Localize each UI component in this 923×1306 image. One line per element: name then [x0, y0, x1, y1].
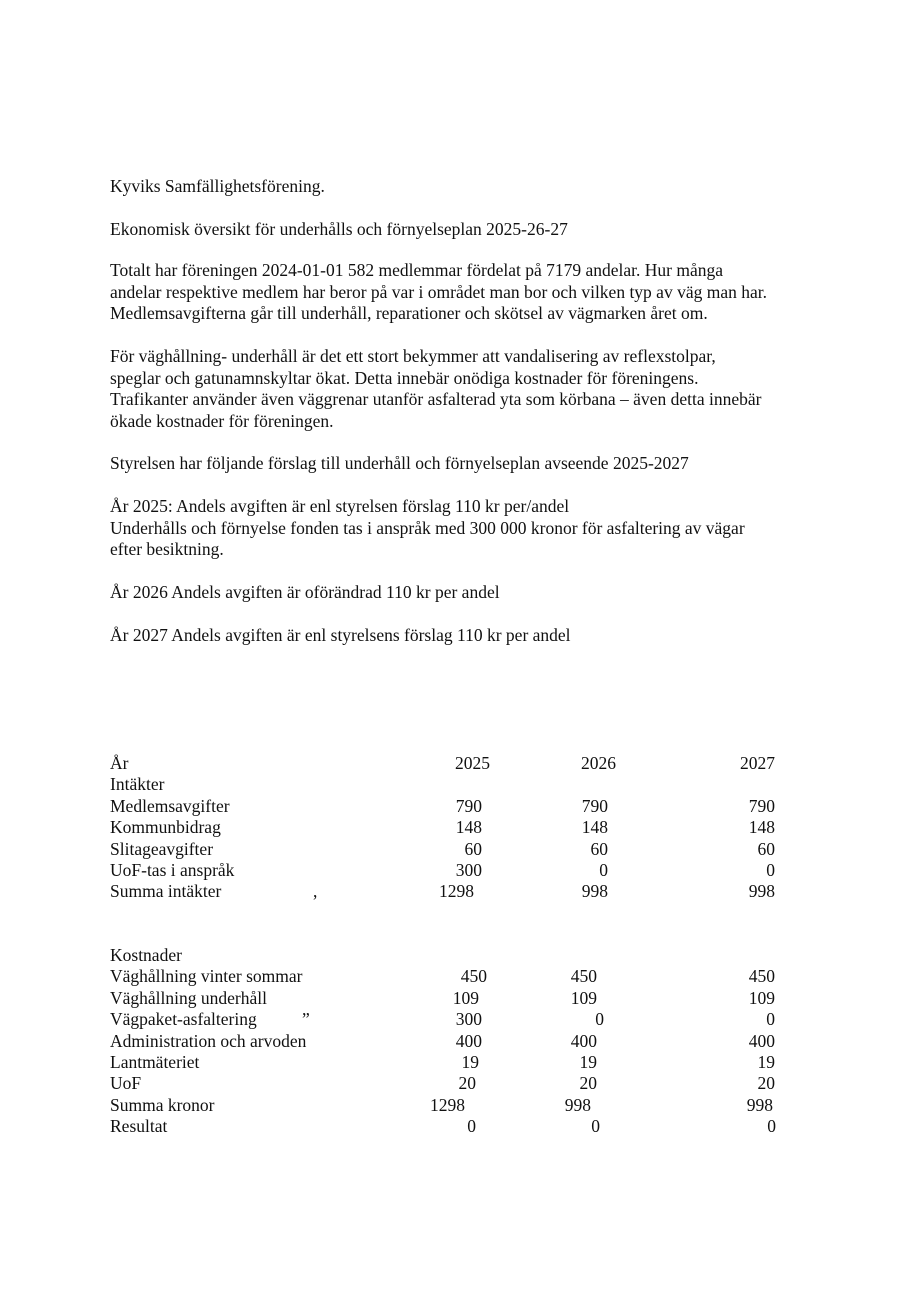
cell-2025: 300: [455, 859, 482, 880]
text-line: År 2025: Andels avgiften är enl styrelsen förslag 110 kr per/andel: [110, 496, 570, 516]
cost-heading: Kostnader: [110, 945, 182, 965]
cell-2025: 1298: [430, 1094, 465, 1115]
cell-2027: 19: [757, 1051, 775, 1072]
text-line: Underhålls och förnyelse fonden tas i anspråk med 300 000 kronor för asfaltering av vägar: [110, 517, 745, 538]
text-line: ökade kostnader för föreningen.: [110, 410, 334, 431]
cell-2025: 450: [460, 966, 487, 987]
table-row: [110, 1030, 775, 1052]
paragraph-vandalism: [110, 346, 840, 432]
organization-name: Kyviks Samfällighetsförening.: [110, 176, 325, 196]
cell-2026: 400: [570, 1030, 597, 1051]
cell-2025: 19: [461, 1051, 479, 1072]
cell-2025: 400: [455, 1030, 482, 1051]
cell-2026: 998: [564, 1094, 591, 1115]
cell-2027: 60: [757, 838, 775, 859]
table-row: [110, 1009, 775, 1030]
income-heading-row: [110, 774, 710, 795]
table-row: [110, 838, 775, 860]
row-label: Administration och arvoden: [110, 1030, 307, 1051]
row-label: Resultat: [110, 1116, 168, 1137]
cell-2026: 148: [581, 817, 608, 838]
cell-2026: 998: [581, 881, 608, 902]
cell-2027: 109: [748, 987, 775, 1008]
stray-mark: ”: [302, 1009, 310, 1030]
cell-2025: 0: [467, 1116, 476, 1137]
row-label: UoF-tas i anspråk: [110, 859, 235, 880]
cell-2025: 109: [452, 987, 479, 1008]
cell-2027: 998: [748, 881, 775, 902]
income-total-row: [110, 881, 775, 902]
table-row: [110, 1051, 775, 1073]
row-label: Lantmäteriet: [110, 1051, 200, 1072]
row-label: Väghållning vinter sommar: [110, 966, 303, 987]
table-row: [110, 1073, 775, 1094]
table-row: [110, 966, 775, 987]
document-subtitle: Ekonomisk översikt för underhålls och förnyelseplan 2025-26-27: [110, 219, 568, 239]
year-2025: 2025: [455, 753, 490, 773]
income-table: [110, 753, 775, 903]
cell-2027: 0: [766, 859, 775, 880]
text-line: För väghållning- underhåll är det ett stort bekymmer att vandalisering av reflexstolpar,: [110, 346, 716, 366]
year-label: År: [110, 753, 129, 773]
cell-2027: 998: [746, 1094, 773, 1115]
result-row: [110, 1116, 776, 1137]
table-row: [110, 987, 775, 1009]
cell-2027: 450: [748, 966, 775, 987]
year-2027: 2027: [740, 753, 775, 773]
table-row: [110, 859, 775, 881]
cell-2027: 400: [748, 1030, 775, 1051]
cell-2026: 450: [570, 966, 597, 987]
paragraph-proposal: [110, 453, 840, 475]
row-label: Medlemsavgifter: [110, 795, 230, 816]
cell-2025: 1298: [439, 881, 474, 902]
row-label: Slitageavgifter: [110, 838, 214, 859]
table-row: [110, 795, 775, 817]
text-line: År 2026 Andels avgiften är oförändrad 110 kr per andel: [110, 582, 500, 602]
cell-2027: 790: [748, 795, 775, 816]
text-line: speglar och gatunamnskyltar ökat. Detta innebär onödiga kostnader för föreningens.: [110, 367, 699, 388]
year-2026: 2026: [581, 753, 616, 773]
table-row: [110, 817, 775, 838]
paragraph-year-2025: [110, 496, 840, 561]
cost-heading-row: [110, 945, 710, 966]
paragraph-year-2026: [110, 582, 840, 604]
cell-2027: 0: [766, 1009, 775, 1030]
text-line: efter besiktning.: [110, 539, 224, 559]
row-label: Summa kronor: [110, 1094, 215, 1115]
cell-2026: 0: [595, 1009, 604, 1030]
cell-2027: 20: [757, 1073, 775, 1094]
row-label: Vägpaket-asfaltering: [110, 1009, 257, 1030]
year-header-row: [110, 753, 775, 774]
income-heading: Intäkter: [110, 774, 165, 795]
row-label: Kommunbidrag: [110, 817, 221, 838]
paragraph-year-2027: [110, 625, 840, 647]
text-line: Medlemsavgifterna går till underhåll, reparationer och skötsel av vägmarken året om.: [110, 303, 708, 323]
cell-2025: 20: [458, 1073, 476, 1094]
cell-2026: 790: [581, 795, 608, 816]
paragraph-members: [110, 260, 840, 325]
cell-2027: 148: [748, 817, 775, 838]
cell-2026: 109: [570, 987, 597, 1008]
text-line: Trafikanter använder även väggrenar utanför asfalterad yta som körbana – även detta innebär: [110, 389, 762, 409]
cell-2026: 19: [579, 1051, 597, 1072]
stray-mark: ,: [313, 881, 318, 902]
text-line: År 2027 Andels avgiften är enl styrelsens förslag 110 kr per andel: [110, 625, 571, 645]
row-label: Summa intäkter: [110, 881, 222, 902]
cell-2025: 790: [455, 795, 482, 816]
cell-2025: 148: [455, 817, 482, 838]
cost-total-row: [110, 1094, 773, 1116]
row-label: Väghållning underhåll: [110, 987, 267, 1008]
cell-2026: 20: [579, 1073, 597, 1094]
text-line: andelar respektive medlem har beror på var i området man bor och vilken typ av väg man har.: [110, 281, 767, 302]
row-label: UoF: [110, 1073, 142, 1094]
cost-table: [110, 945, 776, 1138]
cell-2025: 300: [455, 1009, 482, 1030]
text-line: Styrelsen har följande förslag till underhåll och förnyelseplan avseende 2025-2027: [110, 453, 689, 473]
cell-2026: 60: [590, 838, 608, 859]
cell-2025: 60: [464, 838, 482, 859]
cell-2027: 0: [767, 1116, 776, 1137]
cell-2026: 0: [591, 1116, 600, 1137]
cell-2026: 0: [599, 859, 608, 880]
text-line: Totalt har föreningen 2024-01-01 582 medlemmar fördelat på 7179 andelar. Hur många: [110, 260, 724, 280]
